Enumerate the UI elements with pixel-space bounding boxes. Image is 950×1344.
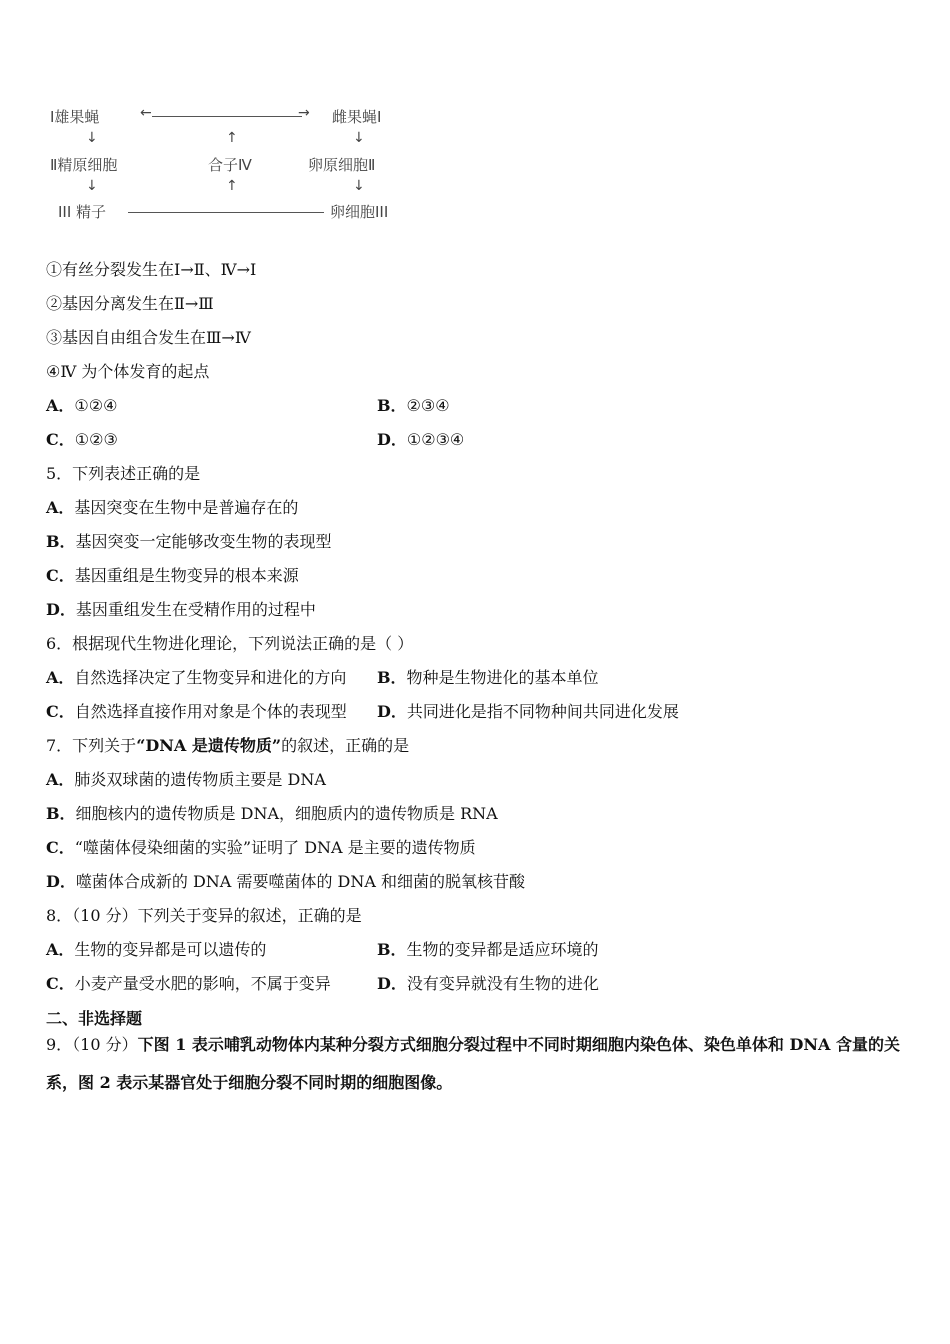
q7-stem <box>46 735 409 757</box>
option-letter-a: A． <box>46 668 75 687</box>
option-letter-b: B． <box>377 668 407 687</box>
option-letter-d: D． <box>377 702 407 721</box>
q6-option-d-wrap <box>377 701 679 723</box>
option-text: 基因重组发生在受精作用的过程中 <box>75 600 316 619</box>
life-cycle-diagram <box>40 98 420 228</box>
q8-option-row-2 <box>46 973 599 995</box>
q4-option-b-wrap <box>377 395 450 417</box>
spermatogonium-label: Ⅱ精原细胞 <box>50 156 118 174</box>
q8-option-row-1 <box>46 939 599 961</box>
male-fly-label: Ⅰ雄果蝇 <box>50 108 100 126</box>
option-letter-a: A． <box>46 498 75 517</box>
q4-option-a: ①②④ <box>74 396 118 415</box>
q7-stem-pre: 7．下列关于 <box>46 736 137 755</box>
q4-option-row-2 <box>46 429 465 451</box>
q5-option-b <box>46 531 332 553</box>
option-text: 噬菌体合成新的 DNA 需要噬菌体的 DNA 和细菌的脱氧核苷酸 <box>75 872 526 891</box>
statement-4: ④Ⅳ 为个体发育的起点 <box>46 362 210 381</box>
q8-stem <box>46 905 362 927</box>
option-letter-d: D． <box>46 872 76 891</box>
q6-stem: 6．根据现代生物进化理论，下列说法正确的是（ ） <box>46 634 414 653</box>
option-letter-b: B． <box>46 804 76 823</box>
right-arrowhead-icon: → <box>298 105 310 121</box>
q4-option-d-wrap <box>377 429 464 451</box>
q4-option-b: ②③④ <box>406 396 450 415</box>
down-arrow-icon: ↓ <box>353 178 365 194</box>
option-letter-d: D． <box>377 430 407 449</box>
option-letter-c: C． <box>46 974 75 993</box>
q5-option-d <box>46 599 316 621</box>
egg-label: 卵细胞III <box>330 203 389 221</box>
q8-option-b-wrap <box>377 939 599 961</box>
statement-2: ②基因分离发生在Ⅱ→Ⅲ <box>46 294 214 313</box>
q8-score: 8．（10 分） <box>46 906 138 925</box>
q9-score: 9．（10 分） <box>46 1035 138 1054</box>
option-text: 基因重组是生物变异的根本来源 <box>74 566 299 585</box>
option-letter-c: C． <box>46 702 75 721</box>
q7-option-d <box>46 871 525 893</box>
q8-stem-text: 下列关于变异的叙述，正确的是 <box>137 906 362 925</box>
option-letter-b: B． <box>46 532 76 551</box>
q8-option-c: 小麦产量受水肥的影响，不属于变异 <box>74 974 331 993</box>
up-arrow-icon: ↑ <box>226 130 238 146</box>
statement-1: ①有丝分裂发生在Ⅰ→Ⅱ、Ⅳ→Ⅰ <box>46 260 257 279</box>
left-arrowhead-icon: ← <box>140 105 152 121</box>
option-letter-a: A． <box>46 770 75 789</box>
q7-option-c <box>46 837 476 859</box>
q6-option-c: 自然选择直接作用对象是个体的表现型 <box>74 702 347 721</box>
section-heading: 二、非选择题 <box>46 1009 143 1028</box>
option-letter-c: C． <box>46 566 75 585</box>
oogonium-label: 卵原细胞Ⅱ <box>308 156 376 174</box>
option-letter-a: A． <box>46 396 75 415</box>
q7-stem-quote: “DNA 是遗传物质” <box>136 736 282 755</box>
q8-option-d-wrap <box>377 973 599 995</box>
q4-option-row-1 <box>46 395 450 417</box>
option-letter-d: D． <box>377 974 407 993</box>
q7-stem-post: 的叙述，正确的是 <box>281 736 410 755</box>
q6-option-b-wrap <box>377 667 599 689</box>
option-letter-a: A． <box>46 940 75 959</box>
q4-option-c: ①②③ <box>74 430 118 449</box>
q6-option-row-2 <box>46 701 679 723</box>
option-text: 基因突变一定能够改变生物的表现型 <box>75 532 332 551</box>
option-text: 基因突变在生物中是普遍存在的 <box>74 498 299 517</box>
option-letter-b: B． <box>377 940 407 959</box>
q9-stem <box>46 1026 908 1102</box>
option-text: “噬菌体侵染细菌的实验”证明了 DNA 是主要的遗传物质 <box>74 838 476 857</box>
bottom-connector-line <box>128 212 324 213</box>
option-letter-b: B． <box>377 396 407 415</box>
q8-option-d: 没有变异就没有生物的进化 <box>406 974 599 993</box>
up-arrow-icon: ↑ <box>226 178 238 194</box>
q5-option-c <box>46 565 299 587</box>
option-letter-c: C． <box>46 430 75 449</box>
q6-option-d: 共同进化是指不同物种间共同进化发展 <box>406 702 679 721</box>
q5-option-a <box>46 497 298 519</box>
q7-option-b <box>46 803 498 825</box>
down-arrow-icon: ↓ <box>353 130 365 146</box>
down-arrow-icon: ↓ <box>86 178 98 194</box>
q5-stem: 5．下列表述正确的是 <box>46 464 201 483</box>
zygote-label: 合子Ⅳ <box>208 156 252 174</box>
q9-stem-text: 下图 1 表示哺乳动物体内某种分裂方式细胞分裂过程中不同时期细胞内染色体、染色单体和 DNA 含量的关系，图 2 表示某器官处于细胞分裂不同时期的细胞图像。 <box>46 1035 900 1092</box>
option-text: 肺炎双球菌的遗传物质主要是 DNA <box>74 770 326 789</box>
female-fly-label: 雌果蝇Ⅰ <box>332 108 382 126</box>
down-arrow-icon: ↓ <box>86 130 98 146</box>
option-letter-d: D． <box>46 600 76 619</box>
q7-option-a <box>46 769 326 791</box>
option-text: 细胞核内的遗传物质是 DNA，细胞质内的遗传物质是 RNA <box>75 804 498 823</box>
statement-3: ③基因自由组合发生在Ⅲ→Ⅳ <box>46 328 251 347</box>
sperm-label: III 精子 <box>58 203 107 221</box>
option-letter-c: C． <box>46 838 75 857</box>
q8-option-a: 生物的变异都是可以遗传的 <box>74 940 267 959</box>
top-connector-line <box>152 116 302 117</box>
q6-option-a: 自然选择决定了生物变异和进化的方向 <box>74 668 347 687</box>
q8-option-b: 生物的变异都是适应环境的 <box>406 940 599 959</box>
q6-option-row-1 <box>46 667 599 689</box>
q6-option-b: 物种是生物进化的基本单位 <box>406 668 599 687</box>
q4-option-d: ①②③④ <box>406 430 465 449</box>
